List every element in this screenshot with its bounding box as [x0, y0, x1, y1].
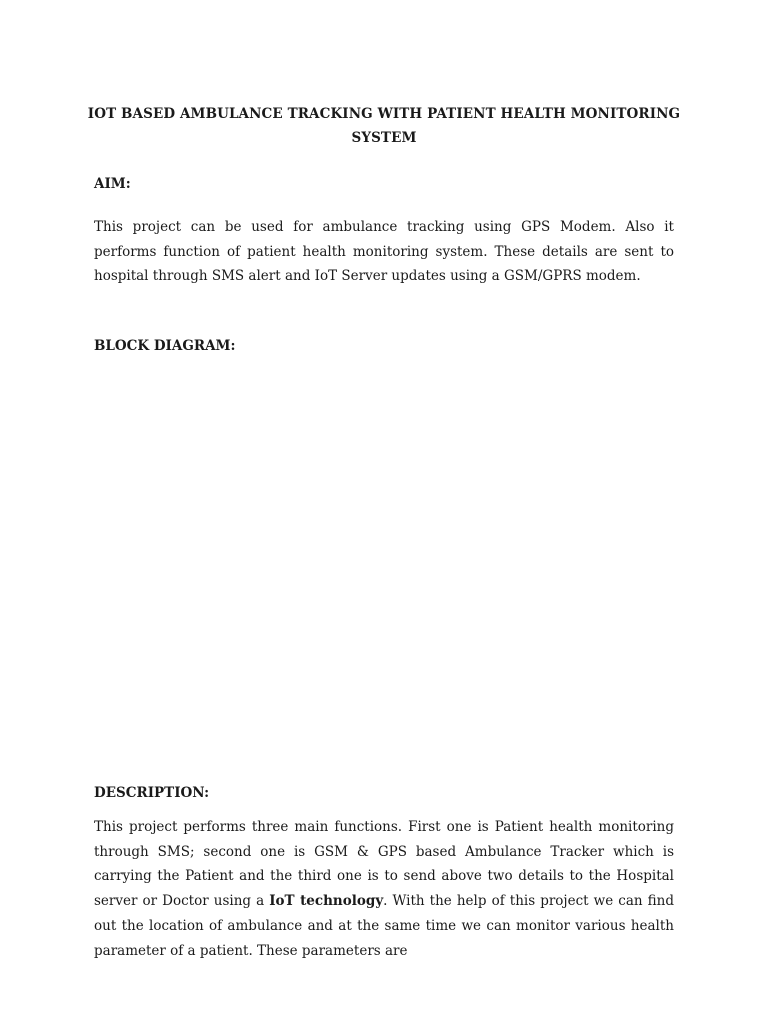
description-text-part1: This project performs three main functions. First one is Patient health monitoring through SMS; second one is GSM & GPS based Ambulance Tracker which is carrying the Patient and the third one is to send above two details to the Hospital server or Doctor using a — [94, 819, 674, 910]
description-heading: DESCRIPTION: — [94, 785, 210, 801]
aim-heading: AIM: — [94, 176, 131, 192]
block-diagram-heading: BLOCK DIAGRAM: — [94, 338, 236, 354]
aim-paragraph: This project can be used for ambulance tracking using GPS Modem. Also it performs function of patient health monitoring system. These details are sent to hospital through SMS alert and IoT Server updates using a GSM/GPRS modem. — [94, 219, 674, 285]
description-text-part2: . With the help of this project we can find out the location of ambulance and at the same time we can monitor various health parameter of a patient. These parameters are — [94, 893, 674, 959]
document-title: IOT BASED AMBULANCE TRACKING WITH PATIENT HEALTH MONITORING SYSTEM — [87, 106, 681, 146]
description-paragraph — [94, 815, 674, 963]
iot-technology-emphasis: IoT technology — [269, 893, 384, 910]
